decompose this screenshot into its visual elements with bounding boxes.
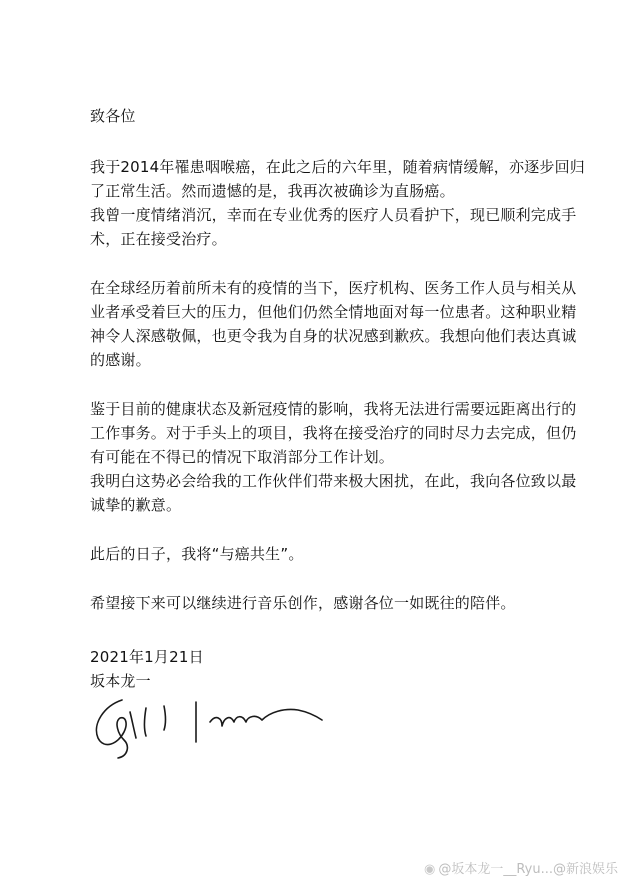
text-line: 诚挚的歉意。 [90, 496, 182, 514]
letter-body [90, 104, 585, 693]
text-line: 了正常生活。然而遗憾的是，我再次被确诊为直肠癌。 [90, 182, 455, 200]
text-line: 工作事务。对于手头上的项目，我将在接受治疗的同时尽力去完成，但仍 [90, 424, 577, 442]
text-line: 我曾一度情绪消沉，幸而在专业优秀的医疗人员看护下，现已顺利完成手 [90, 206, 577, 224]
text-line: 在全球经历着前所未有的疫情的当下，医疗机构、医务工作人员与相关从 [90, 279, 577, 297]
paragraph-treatment [90, 203, 577, 251]
text-line: 的感谢。 [90, 351, 151, 369]
text-line: 我明白这势必会给我的工作伙伴们带来极大困扰，在此，我向各位致以最 [90, 472, 577, 490]
text-line: 我于2014年罹患咽喉癌，在此之后的六年里，随着病情缓解，亦逐步回归 [90, 158, 585, 176]
text-line: 神令人深感敬佩，也更令我为自身的状况感到歉疚。我想向他们表达真诚 [90, 327, 577, 345]
text-line: 此后的日子，我将“与癌共生”。 [90, 545, 304, 563]
text-line: 鉴于目前的健康状态及新冠疫情的影响，我将无法进行需要远距离出行的 [90, 400, 577, 418]
salutation: 致各位 [90, 107, 136, 125]
paragraph-gratitude [90, 276, 577, 372]
watermark-text: @坂本龙一__Ryu...@新浪娱乐 [438, 862, 618, 877]
weibo-watermark [424, 858, 618, 877]
text-line: 有可能在不得已的情况下取消部分工作计划。 [90, 448, 395, 466]
letter-author: 坂本龙一 [90, 672, 151, 690]
text-line: 业者承受着巨大的压力，但他们仍然全情地面对每一位患者。这种职业精 [90, 303, 577, 321]
paragraph-apology [90, 469, 577, 517]
weibo-icon: ◉ [424, 862, 436, 877]
paragraph-diagnosis [90, 155, 585, 203]
handwritten-signature [84, 686, 344, 766]
text-line: 术，正在接受治疗。 [90, 230, 227, 248]
paragraph-music [90, 591, 560, 615]
paragraph-work-plans [90, 397, 577, 469]
letter-date: 2021年1月21日 [90, 648, 204, 666]
text-line: 希望接下来可以继续进行音乐创作，感谢各位一如既往的陪伴。 [90, 594, 516, 612]
paragraph-future [90, 542, 560, 566]
